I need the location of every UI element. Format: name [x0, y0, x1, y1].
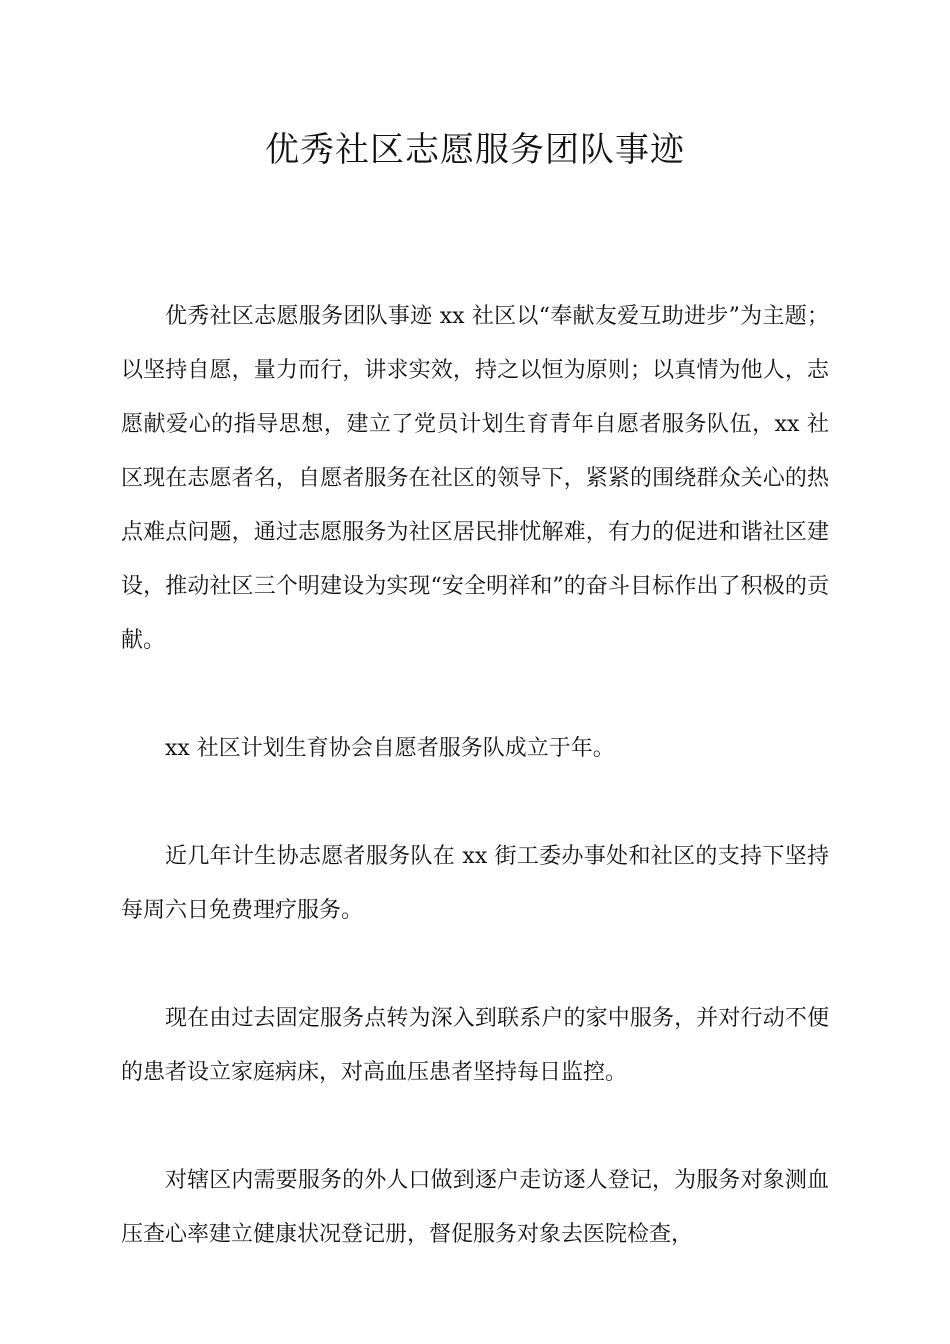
document-body — [121, 290, 829, 1262]
page-title: 优秀社区志愿服务团队事迹 — [265, 130, 685, 170]
paragraph-1: 优秀社区志愿服务团队事迹 xx 社区以“奉献友爱互助进步”为主题；以坚持自愿，量力而行，讲求实效，持之以恒为原则；以真情为他人，志愿献爱心的指导思想，建立了党员计划生育青年自愿者服务队伍，xx 社区现在志愿者名，自愿者服务在社区的领导下，紧紧的围绕群众关心的热点难点问题，通过志愿服务为社区居民排忧解难，有力的促进和谐社区建设，推动社区三个明建设为实现“安全明祥和”的奋斗目标作出了积极的贡献。 — [121, 304, 829, 653]
paragraph-5: 对辖区内需要服务的外人口做到逐户走访逐人登记，为服务对象测血压查心率建立健康状况登记册，督促服务对象去医院检查， — [121, 1168, 829, 1247]
paragraph-2: xx 社区计划生育协会自愿者服务队成立于年。 — [165, 736, 615, 761]
paragraph-3: 近几年计生协志愿者服务队在 xx 街工委办事处和社区的支持下坚持每周六日免费理疗服务。 — [121, 844, 829, 923]
paragraph-4: 现在由过去固定服务点转为深入到联系户的家中服务，并对行动不便的患者设立家庭病床，对高血压患者坚持每日监控。 — [121, 1006, 829, 1085]
